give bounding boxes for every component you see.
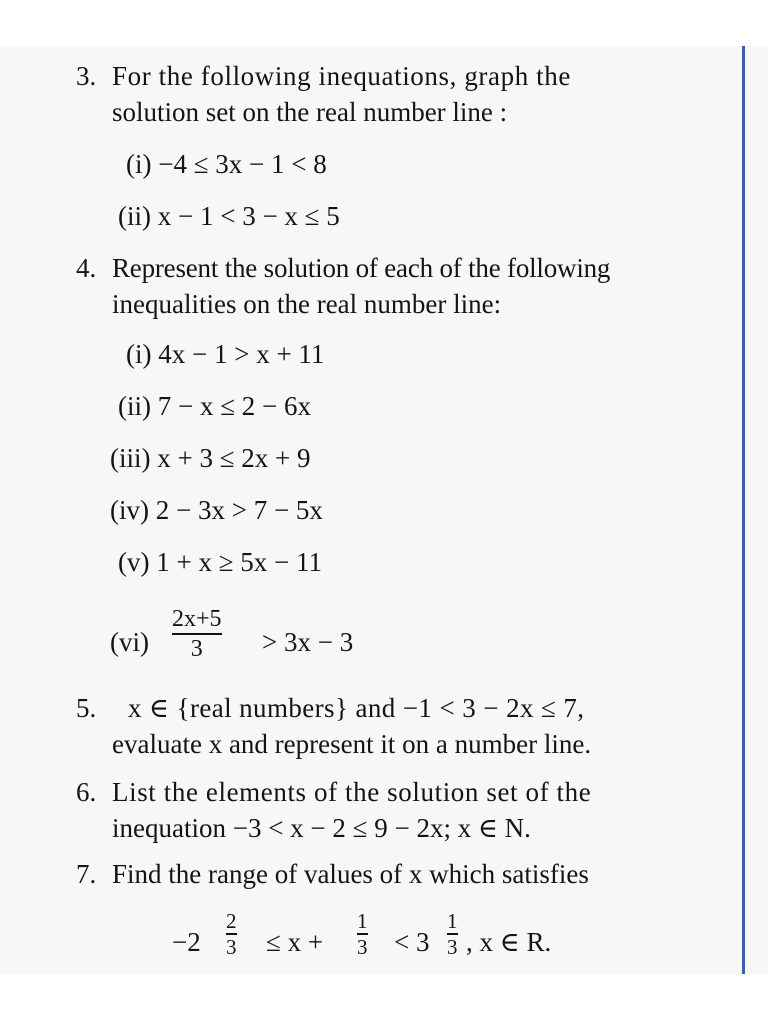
q3-text-line1: For the following inequations, graph the <box>112 61 571 91</box>
q7-expr-part1: −2 <box>172 927 201 957</box>
q4-part-i: (i) 4x − 1 > x + 11 <box>126 339 325 369</box>
q7-expr-part3: < 3 <box>394 927 430 957</box>
q4-vi-numerator: 2x+5 <box>172 606 222 632</box>
q4-vi-fraction <box>172 606 222 662</box>
q4-part-ii: (ii) 7 − x ≤ 2 − 6x <box>118 391 312 421</box>
q6-number: 6. <box>76 777 97 807</box>
q6-text-line2: inequation −3 < x − 2 ≤ 9 − 2x; x ∈ N. <box>112 813 531 843</box>
q7-f2-denominator: 3 <box>357 935 368 959</box>
q7-f3-denominator: 3 <box>447 935 458 959</box>
q7-f1-denominator: 3 <box>226 935 237 959</box>
margin-rule <box>742 46 745 974</box>
q3-text-line2: solution set on the real number line : <box>112 97 508 127</box>
q3-part-ii: (ii) x − 1 < 3 − x ≤ 5 <box>118 201 340 231</box>
q4-part-iv: (iv) 2 − 3x > 7 − 5x <box>110 495 323 525</box>
q4-vi-denominator: 3 <box>190 636 203 662</box>
q4-text-line2: inequalities on the real number line: <box>112 289 502 319</box>
q7-number: 7. <box>76 859 97 889</box>
q5-number: 5. <box>76 693 97 723</box>
q7-expr-part4: , x ∈ R. <box>466 927 552 957</box>
q7-f1-numerator: 2 <box>226 909 237 933</box>
q7-fraction-3 <box>447 910 458 958</box>
q3-number: 3. <box>76 61 97 91</box>
q4-part-vi-rest: > 3x − 3 <box>262 627 354 657</box>
q5-text-line2: evaluate x and represent it on a number line. <box>112 729 592 759</box>
q7-fraction-1 <box>226 910 237 958</box>
q4-part-iii: (iii) x + 3 ≤ 2x + 9 <box>110 443 311 473</box>
q7-f3-numerator: 1 <box>447 909 458 933</box>
q5-text-line1: x ∈ {real numbers} and −1 < 3 − 2x ≤ 7, <box>128 693 585 723</box>
q7-expr-part2: ≤ x + <box>266 927 324 957</box>
q7-fraction-2 <box>357 910 368 958</box>
q4-number: 4. <box>76 253 97 283</box>
q4-part-v: (v) 1 + x ≥ 5x − 11 <box>118 547 323 577</box>
q6-text-line1: List the elements of the solution set of the <box>112 777 592 807</box>
q4-text-line1: Represent the solution of each of the following <box>112 253 611 283</box>
q3-part-i: (i) −4 ≤ 3x − 1 < 8 <box>126 149 327 179</box>
q7-f2-numerator: 1 <box>357 909 368 933</box>
q7-text-line1: Find the range of values of x which satisfies <box>112 859 589 889</box>
q4-part-vi-label: (vi) <box>110 627 149 657</box>
fraction-bar <box>172 633 222 635</box>
